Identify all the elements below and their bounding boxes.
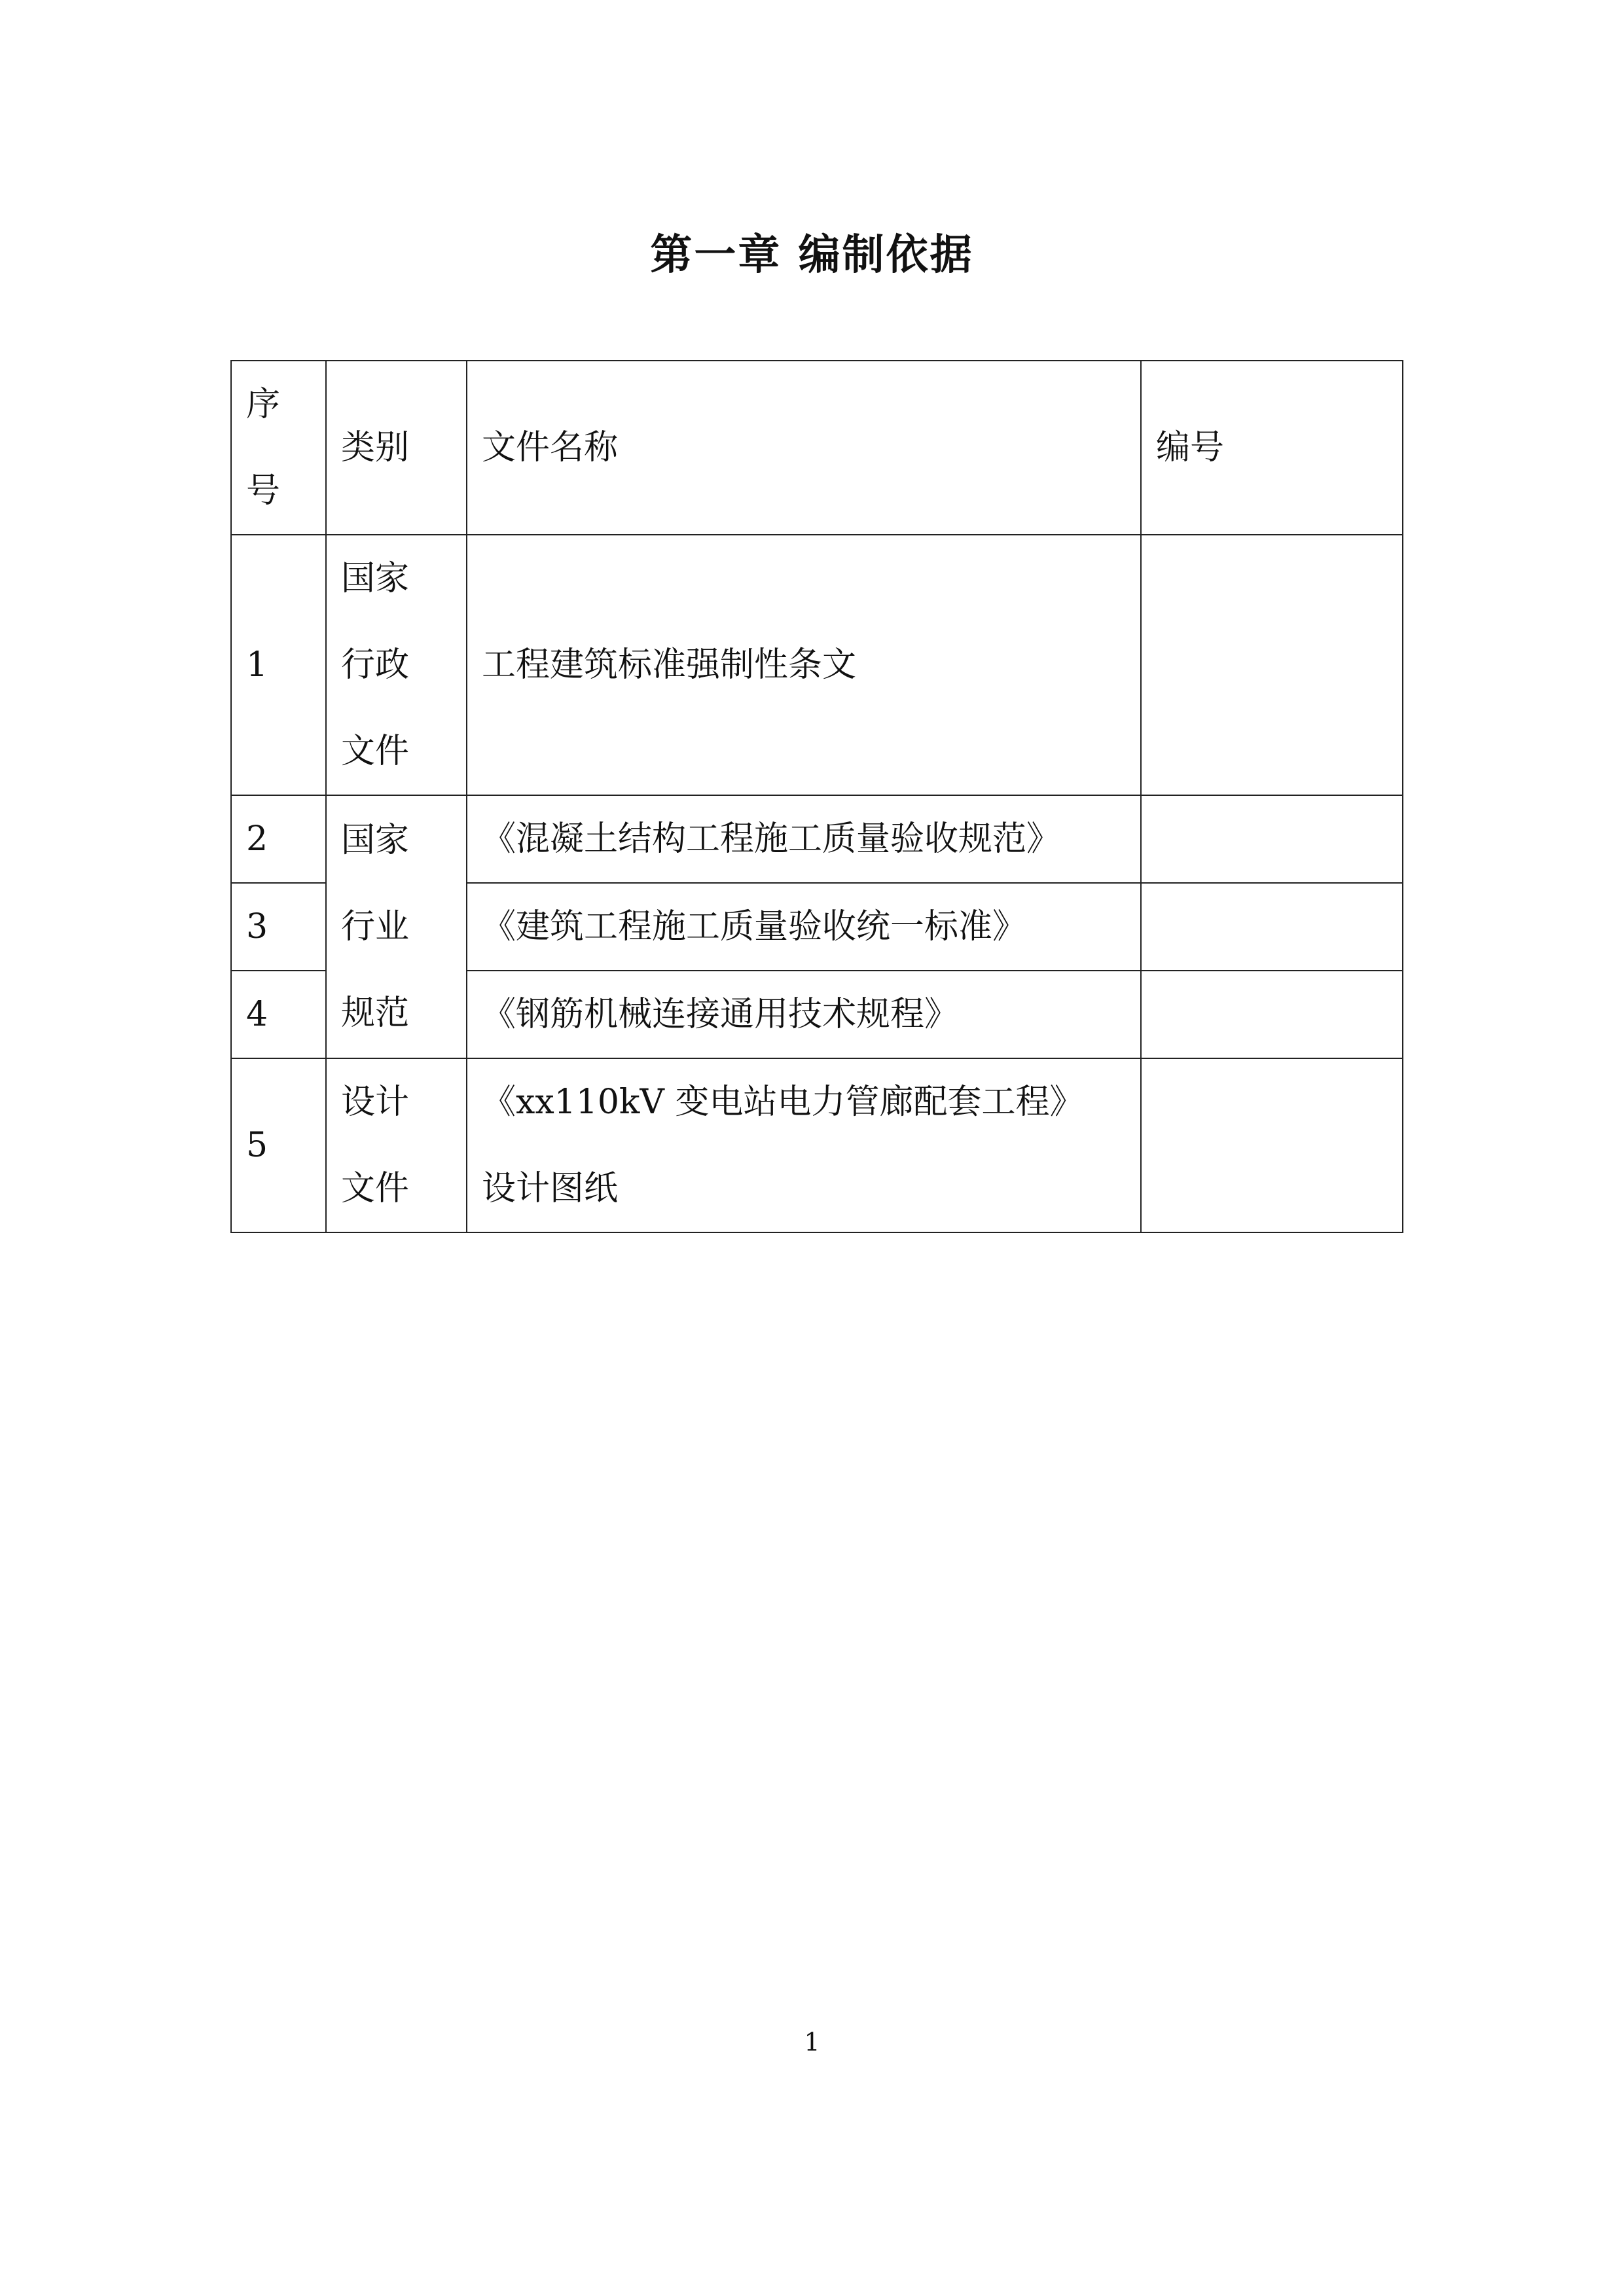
row-name-cell	[467, 535, 1141, 795]
header-name-cell: 文件名称	[467, 361, 1141, 535]
name-line: 《xx110kV 变电站电力管廊配套工程》	[482, 1083, 1084, 1122]
row-name-cell	[467, 795, 1141, 883]
row-name-cell	[467, 971, 1141, 1058]
name-line: 《建筑工程施工质量验收统一标准》	[482, 907, 1027, 946]
row-category-cell	[326, 795, 467, 1058]
header-no-line: 号	[246, 471, 281, 511]
category-line: 设计	[341, 1083, 410, 1122]
row-no-cell: 5	[231, 1058, 326, 1232]
header-code-cell: 编号	[1141, 361, 1403, 535]
row-category-cell	[326, 1058, 467, 1232]
row-code-cell	[1141, 1058, 1403, 1232]
name-line: 《钢筋机械连接通用技术规程》	[482, 995, 959, 1034]
table-row	[231, 1058, 1403, 1232]
row-code-cell	[1141, 883, 1403, 971]
row-no-cell: 3	[231, 883, 326, 971]
category-line: 文件	[341, 1169, 410, 1208]
name-line: 设计图纸	[482, 1169, 619, 1208]
row-code-cell	[1141, 535, 1403, 795]
table-header-row	[231, 361, 1403, 535]
page-title: 第一章 编制依据	[650, 231, 974, 279]
category-line: 国家	[341, 559, 410, 598]
page-number: 1	[804, 2028, 820, 2056]
name-line: 工程建筑标准强制性条文	[482, 645, 857, 685]
category-line: 行业	[341, 907, 410, 946]
row-category-cell	[326, 535, 467, 795]
row-name-cell	[467, 1058, 1141, 1232]
category-line: 国家	[341, 821, 410, 860]
name-line: 《混凝土结构工程施工质量验收规范》	[482, 819, 1061, 859]
table-row	[231, 535, 1403, 795]
row-name-cell	[467, 883, 1141, 971]
row-code-cell	[1141, 971, 1403, 1058]
table-row	[231, 795, 1403, 883]
header-no-cell	[231, 361, 326, 535]
basis-table	[230, 360, 1403, 1233]
row-no-cell: 4	[231, 971, 326, 1058]
header-no-line: 序	[246, 385, 281, 424]
category-line: 规范	[341, 994, 410, 1033]
row-no-cell: 2	[231, 795, 326, 883]
category-line: 文件	[341, 732, 410, 771]
row-code-cell	[1141, 795, 1403, 883]
header-category-cell: 类别	[326, 361, 467, 535]
row-no-cell: 1	[231, 535, 326, 795]
category-line: 行政	[341, 645, 410, 685]
